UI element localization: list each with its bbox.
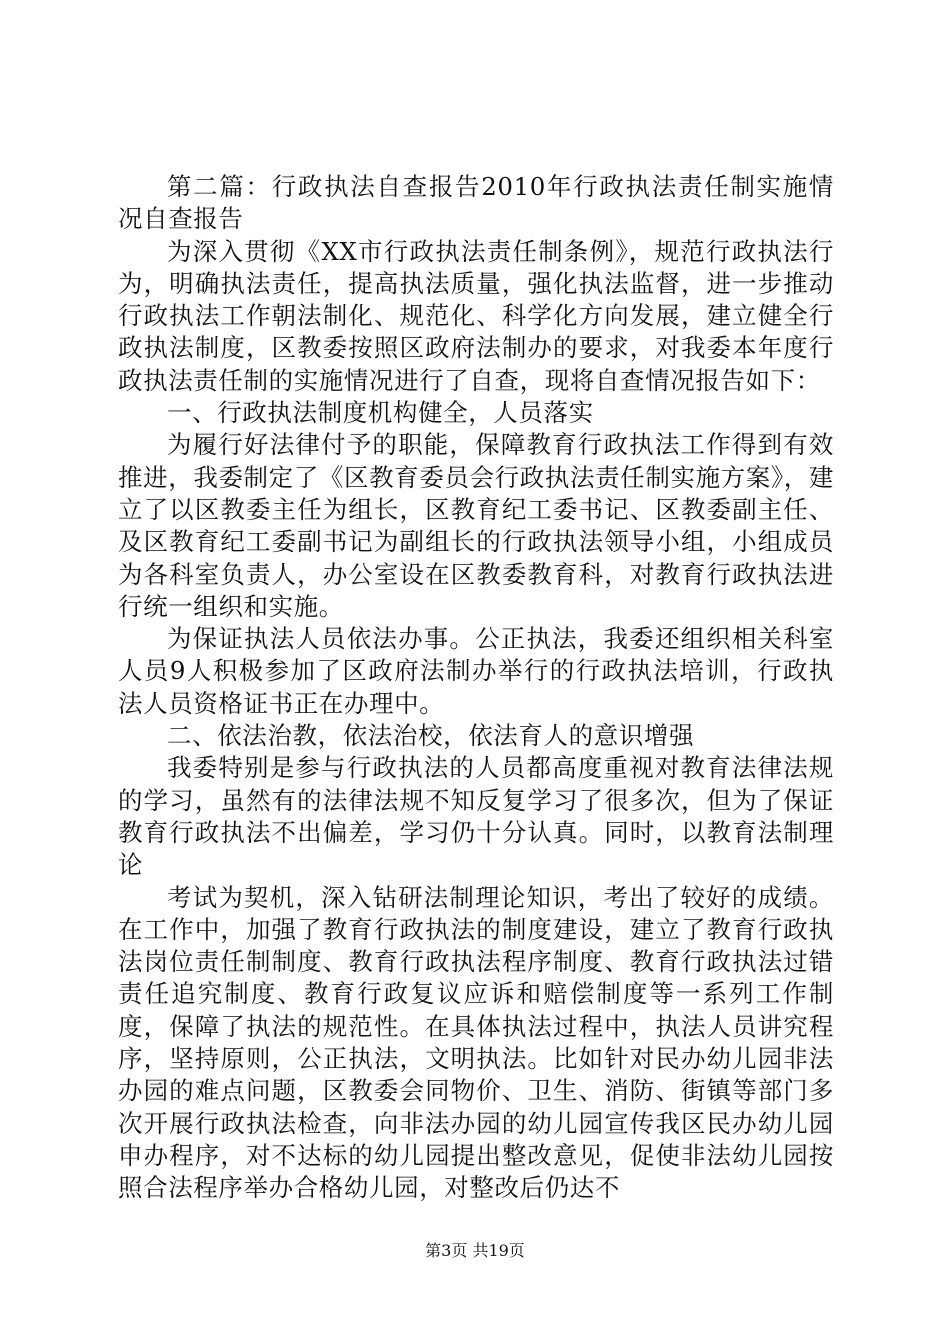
paragraph-intro: 为深入贯彻《XX市行政执法责任制条例》，规范行政执法行为，明确执法责任，提高执法质量，强化执法监督，进一步推动行政执法工作朝法制化、规范化、科学化方向发展，建立健全行政执法制度，区教委按照区政府法制办的要求，对我委本年度行政执法责任制的实施情况进行了自查，现将自查情况报告如下： bbox=[118, 236, 834, 395]
paragraph-section2-a: 我委特别是参与行政执法的人员都高度重视对教育法律法规的学习，虽然有的法律法规不知反复学习了很多次，但为了保证教育行政执法不出偏差，学习仍十分认真。同时，以教育法制理论 bbox=[118, 753, 834, 880]
section-heading-1: 一、行政执法制度机构健全，人员落实 bbox=[167, 398, 594, 428]
page-footer: 第3页 共19页 bbox=[425, 1241, 525, 1260]
paragraph-section1-a: 为履行好法律付予的职能，保障教育行政执法工作得到有效推进，我委制定了《区教育委员会行政执法责任制实施方案》，建立了以区教委主任为组长，区教育纪工委书记、区教委副主任、及区教育纪工委副书记为副组长的行政执法领导小组，小组成员为各科室负责人，办公室设在区教委教育科，对教育行政执法进行统一组织和实施。 bbox=[118, 430, 834, 621]
document-title: 第二篇：行政执法自查报告2010年行政执法责任制实施情况自查报告 bbox=[118, 172, 834, 234]
paragraph-section1-b: 为保证执法人员依法办事。公正执法，我委还组织相关科室人员9人积极参加了区政府法制办举行的行政执法培训，行政执法人员资格证书正在办理中。 bbox=[118, 624, 834, 718]
document-body bbox=[118, 171, 834, 1205]
paragraph-section2-b: 考试为契机，深入钻研法制理论知识，考出了较好的成绩。在工作中，加强了教育行政执法的制度建设，建立了教育行政执法岗位责任制制度、教育行政执法程序制度、教育行政执法过错责任追究制度、教育行政复议应诉和赔偿制度等一系列工作制度，保障了执法的规范性。在具体执法过程中，执法人员讲究程序，坚持原则，公正执法，文明执法。比如针对民办幼儿园非法办园的难点问题，区教委会同物价、卫生、消防、街镇等部门多次开展行政执法检查，向非法办园的幼儿园宣传我区民办幼儿园申办程序，对不达标的幼儿园提出整改意见，促使非法幼儿园按照合法程序举办合格幼儿园，对整改后仍达不 bbox=[118, 882, 834, 1203]
section-heading-2: 二、依法治教，依法治校，依法育人的意识增强 bbox=[167, 721, 695, 751]
